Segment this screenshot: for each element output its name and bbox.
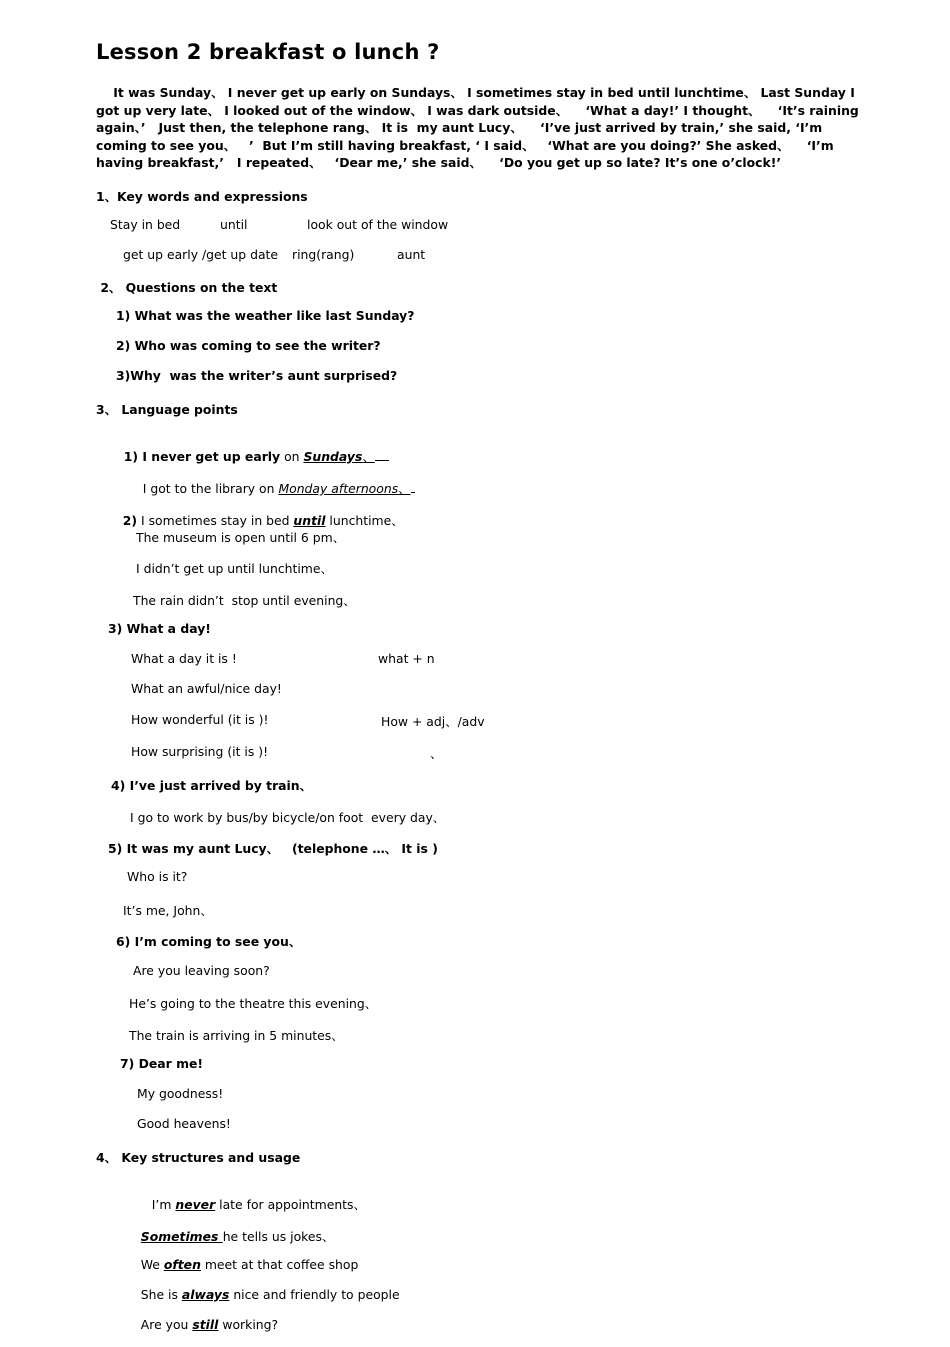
underline-trail xyxy=(411,491,415,493)
example-sentence: Are you leaving soon? xyxy=(133,963,270,978)
language-point-4: 4) I’ve just arrived by train、 xyxy=(111,778,312,793)
point-label: 1) I never get up early xyxy=(123,449,281,464)
example-sentence: Who is it? xyxy=(127,869,188,884)
example-sentence: The rain didn’t stop until evening、 xyxy=(133,593,356,608)
example-sentence: What a day it is ! xyxy=(131,651,237,666)
key-word: ring(rang) xyxy=(292,247,355,262)
sentence-keyword: always xyxy=(181,1287,230,1302)
language-point-7: 7) Dear me! xyxy=(120,1056,204,1071)
example-text: 、 xyxy=(398,481,411,496)
point-label: 2) xyxy=(122,513,138,528)
sentence-text: working? xyxy=(218,1317,279,1332)
section-heading-key-words: 1、Key words and expressions xyxy=(96,189,308,204)
sentence-text: We xyxy=(140,1257,164,1272)
passage-line: It was Sunday、 I never get up early on Sundays、 I sometimes stay in bed until lunchtime、 Last Sunday I xyxy=(96,85,855,100)
passage-line: coming to see you、 ’ But I’m still having breakfast, ‘ I said、 ‘What are you doing?’ She asked、 ‘I’m xyxy=(96,137,834,153)
example-keyword: Monday afternoons xyxy=(278,481,399,496)
section-heading-key-structures: 4、 Key structures and usage xyxy=(96,1150,301,1165)
key-word: until xyxy=(220,217,248,232)
example-sentence: How surprising (it is )! xyxy=(131,744,269,759)
sentence-text: late for appointments、 xyxy=(215,1197,366,1212)
sentence-text: he tells us jokes、 xyxy=(222,1229,335,1244)
sentence-keyword: often xyxy=(163,1257,201,1272)
example-sentence: He’s going to the theatre this evening、 xyxy=(129,996,378,1011)
sentence-text: She is xyxy=(140,1287,182,1302)
point-text: 、 xyxy=(362,449,375,464)
point-text: lunchtime、 xyxy=(325,513,404,528)
key-word: Stay in bed xyxy=(110,217,181,232)
structure-sentence xyxy=(125,1302,278,1347)
underline-trail xyxy=(375,459,389,461)
example-sentence: My goodness! xyxy=(137,1086,224,1101)
question: 3)Why was the writer’s aunt surprised? xyxy=(116,368,398,383)
grammar-note: How + adj、/adv xyxy=(381,714,485,729)
question: 2) Who was coming to see the writer? xyxy=(116,338,381,353)
point-text: I sometimes stay in bed xyxy=(137,513,294,528)
sentence-keyword: still xyxy=(192,1317,219,1332)
sentence-text: meet at that coffee shop xyxy=(200,1257,359,1272)
sentence-keyword: never xyxy=(175,1197,216,1212)
sentence-text: nice and friendly to people xyxy=(229,1287,400,1302)
example-text: I got to the library on xyxy=(142,481,279,496)
example-sentence: The museum is open until 6 pm、 xyxy=(136,530,346,545)
point-keyword: Sundays xyxy=(303,449,363,464)
page-title: Lesson 2 breakfast o lunch ? xyxy=(96,40,440,64)
section-heading-questions: 2、 Questions on the text xyxy=(96,280,278,295)
example-sentence: I didn’t get up until lunchtime、 xyxy=(136,561,333,576)
example-sentence: What an awful/nice day! xyxy=(131,681,282,696)
key-word: get up early /get up date xyxy=(123,247,279,262)
point-text: on xyxy=(280,449,304,464)
example-sentence: How wonderful (it is )! xyxy=(131,712,269,727)
sentence-keyword: Sometimes xyxy=(140,1229,223,1244)
key-word: aunt xyxy=(397,247,426,262)
grammar-note: 、 xyxy=(430,746,443,761)
passage-line: got up very late、 I looked out of the window、 I was dark outside、 ‘What a day!’ I thought、 ‘It’s raining xyxy=(96,102,859,118)
example-sentence: The train is arriving in 5 minutes、 xyxy=(129,1028,344,1043)
point-keyword: until xyxy=(293,513,326,528)
language-point-6: 6) I’m coming to see you、 xyxy=(116,934,302,949)
language-point-3: 3) What a day! xyxy=(108,621,211,636)
key-word: look out of the window xyxy=(307,217,449,232)
sentence-text: I’m xyxy=(151,1197,176,1212)
sentence-text: Are you xyxy=(140,1317,193,1332)
example-sentence: Good heavens! xyxy=(137,1116,231,1131)
grammar-note: what + n xyxy=(378,651,435,666)
passage-line: having breakfast,’ I repeated、 ‘Dear me,’ she said、 ‘Do you get up so late? It’s one o’clock!’ xyxy=(96,155,782,170)
example-sentence: It’s me, John、 xyxy=(123,903,213,918)
question: 1) What was the weather like last Sunday? xyxy=(116,308,415,323)
passage-line: again、’ Just then, the telephone rang、 It is my aunt Lucy、 ‘I’ve just arrived by train,’ she said, ‘I’m xyxy=(96,120,823,135)
language-point-5: 5) It was my aunt Lucy、 (telephone …、 It is ) xyxy=(108,841,438,856)
section-heading-language-points: 3、 Language points xyxy=(96,402,238,417)
passage xyxy=(96,84,859,172)
example-sentence: I go to work by bus/by bicycle/on foot every day、 xyxy=(130,810,446,825)
